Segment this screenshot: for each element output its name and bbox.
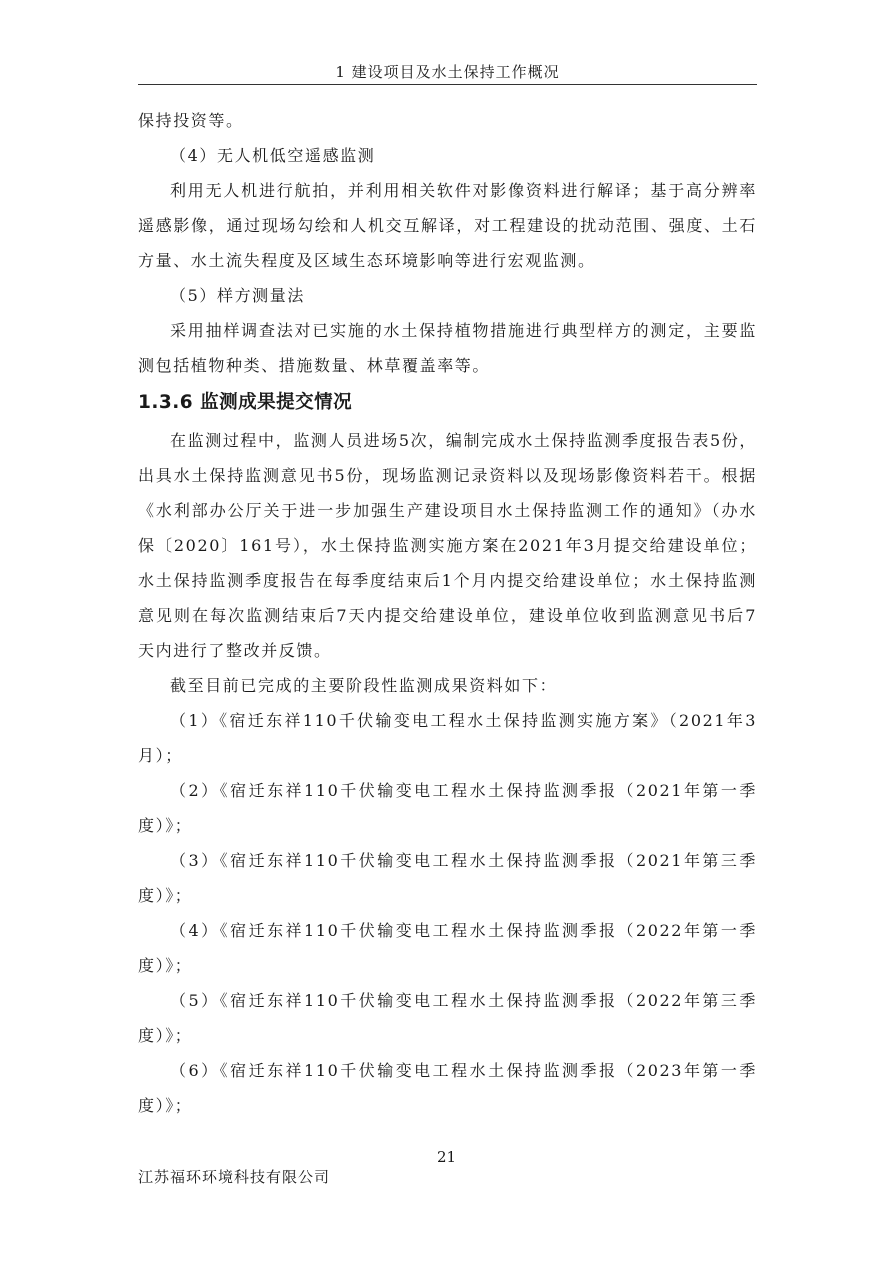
subsection-title-drone: （4）无人机低空遥感监测 [170,146,376,165]
footer-company-name: 江苏福环环境科技有限公司 [138,1168,331,1186]
section-heading: 1.3.6 监测成果提交情况 [138,392,353,413]
subsection-title-quadrat: （5）样方测量法 [170,286,305,305]
list-item: （3）《宿迁东祥110千伏输变电工程水土保持监测季报（2021年第三季度）》； [138,851,757,905]
page-number: 21 [436,1148,457,1166]
list-item: （2）《宿迁东祥110千伏输变电工程水土保持监测季报（2021年第一季度）》； [138,781,757,835]
paragraph-drone-monitoring: 利用无人机进行航拍，并利用相关软件对影像资料进行解译；基于高分辨率遥感影像，通过现场勾绘和人机交互解译，对工程建设的扰动范围、强度、土石方量、水土流失程度及区域生态环境影响等进行宏观监测。 [138,181,757,270]
header-divider [138,84,757,85]
paragraph-quadrat-method: 采用抽样调查法对已实施的水土保持植物措施进行典型样方的测定，主要监测包括植物种类、措施数量、林草覆盖率等。 [138,321,757,375]
list-item: （5）《宿迁东祥110千伏输变电工程水土保持监测季报（2022年第三季度）》； [138,991,757,1045]
paragraph-continuation: 保持投资等。 [138,111,244,130]
paragraph-results-intro: 截至目前已完成的主要阶段性监测成果资料如下： [170,676,558,695]
list-item: （4）《宿迁东祥110千伏输变电工程水土保持监测季报（2022年第一季度）》； [138,921,757,975]
running-header: 1 建设项目及水土保持工作概况 [335,63,560,81]
paragraph-submission: 在监测过程中，监测人员进场5次，编制完成水土保持监测季度报告表5份，出具水土保持监测意见书5份，现场监测记录资料以及现场影像资料若干。根据《水利部办公厅关于进一步加强生产建设项目水土保持监测工作的通知》（办水保〔2020〕161号），水土保持监测实施方案在2021年3月提交给建设单位；水土保持监测季度报告在每季度结束后1个月内提交给建设单位；水土保持监测意见则在每次监测结束后7天内提交给建设单位，建设单位收到监测意见书后7天内进行了整改并反馈。 [138,431,757,660]
list-item: （6）《宿迁东祥110千伏输变电工程水土保持监测季报（2023年第一季度）》； [138,1061,757,1115]
list-item: （1）《宿迁东祥110千伏输变电工程水土保持监测实施方案》（2021年3月）； [138,711,757,765]
page-body [138,103,757,1123]
